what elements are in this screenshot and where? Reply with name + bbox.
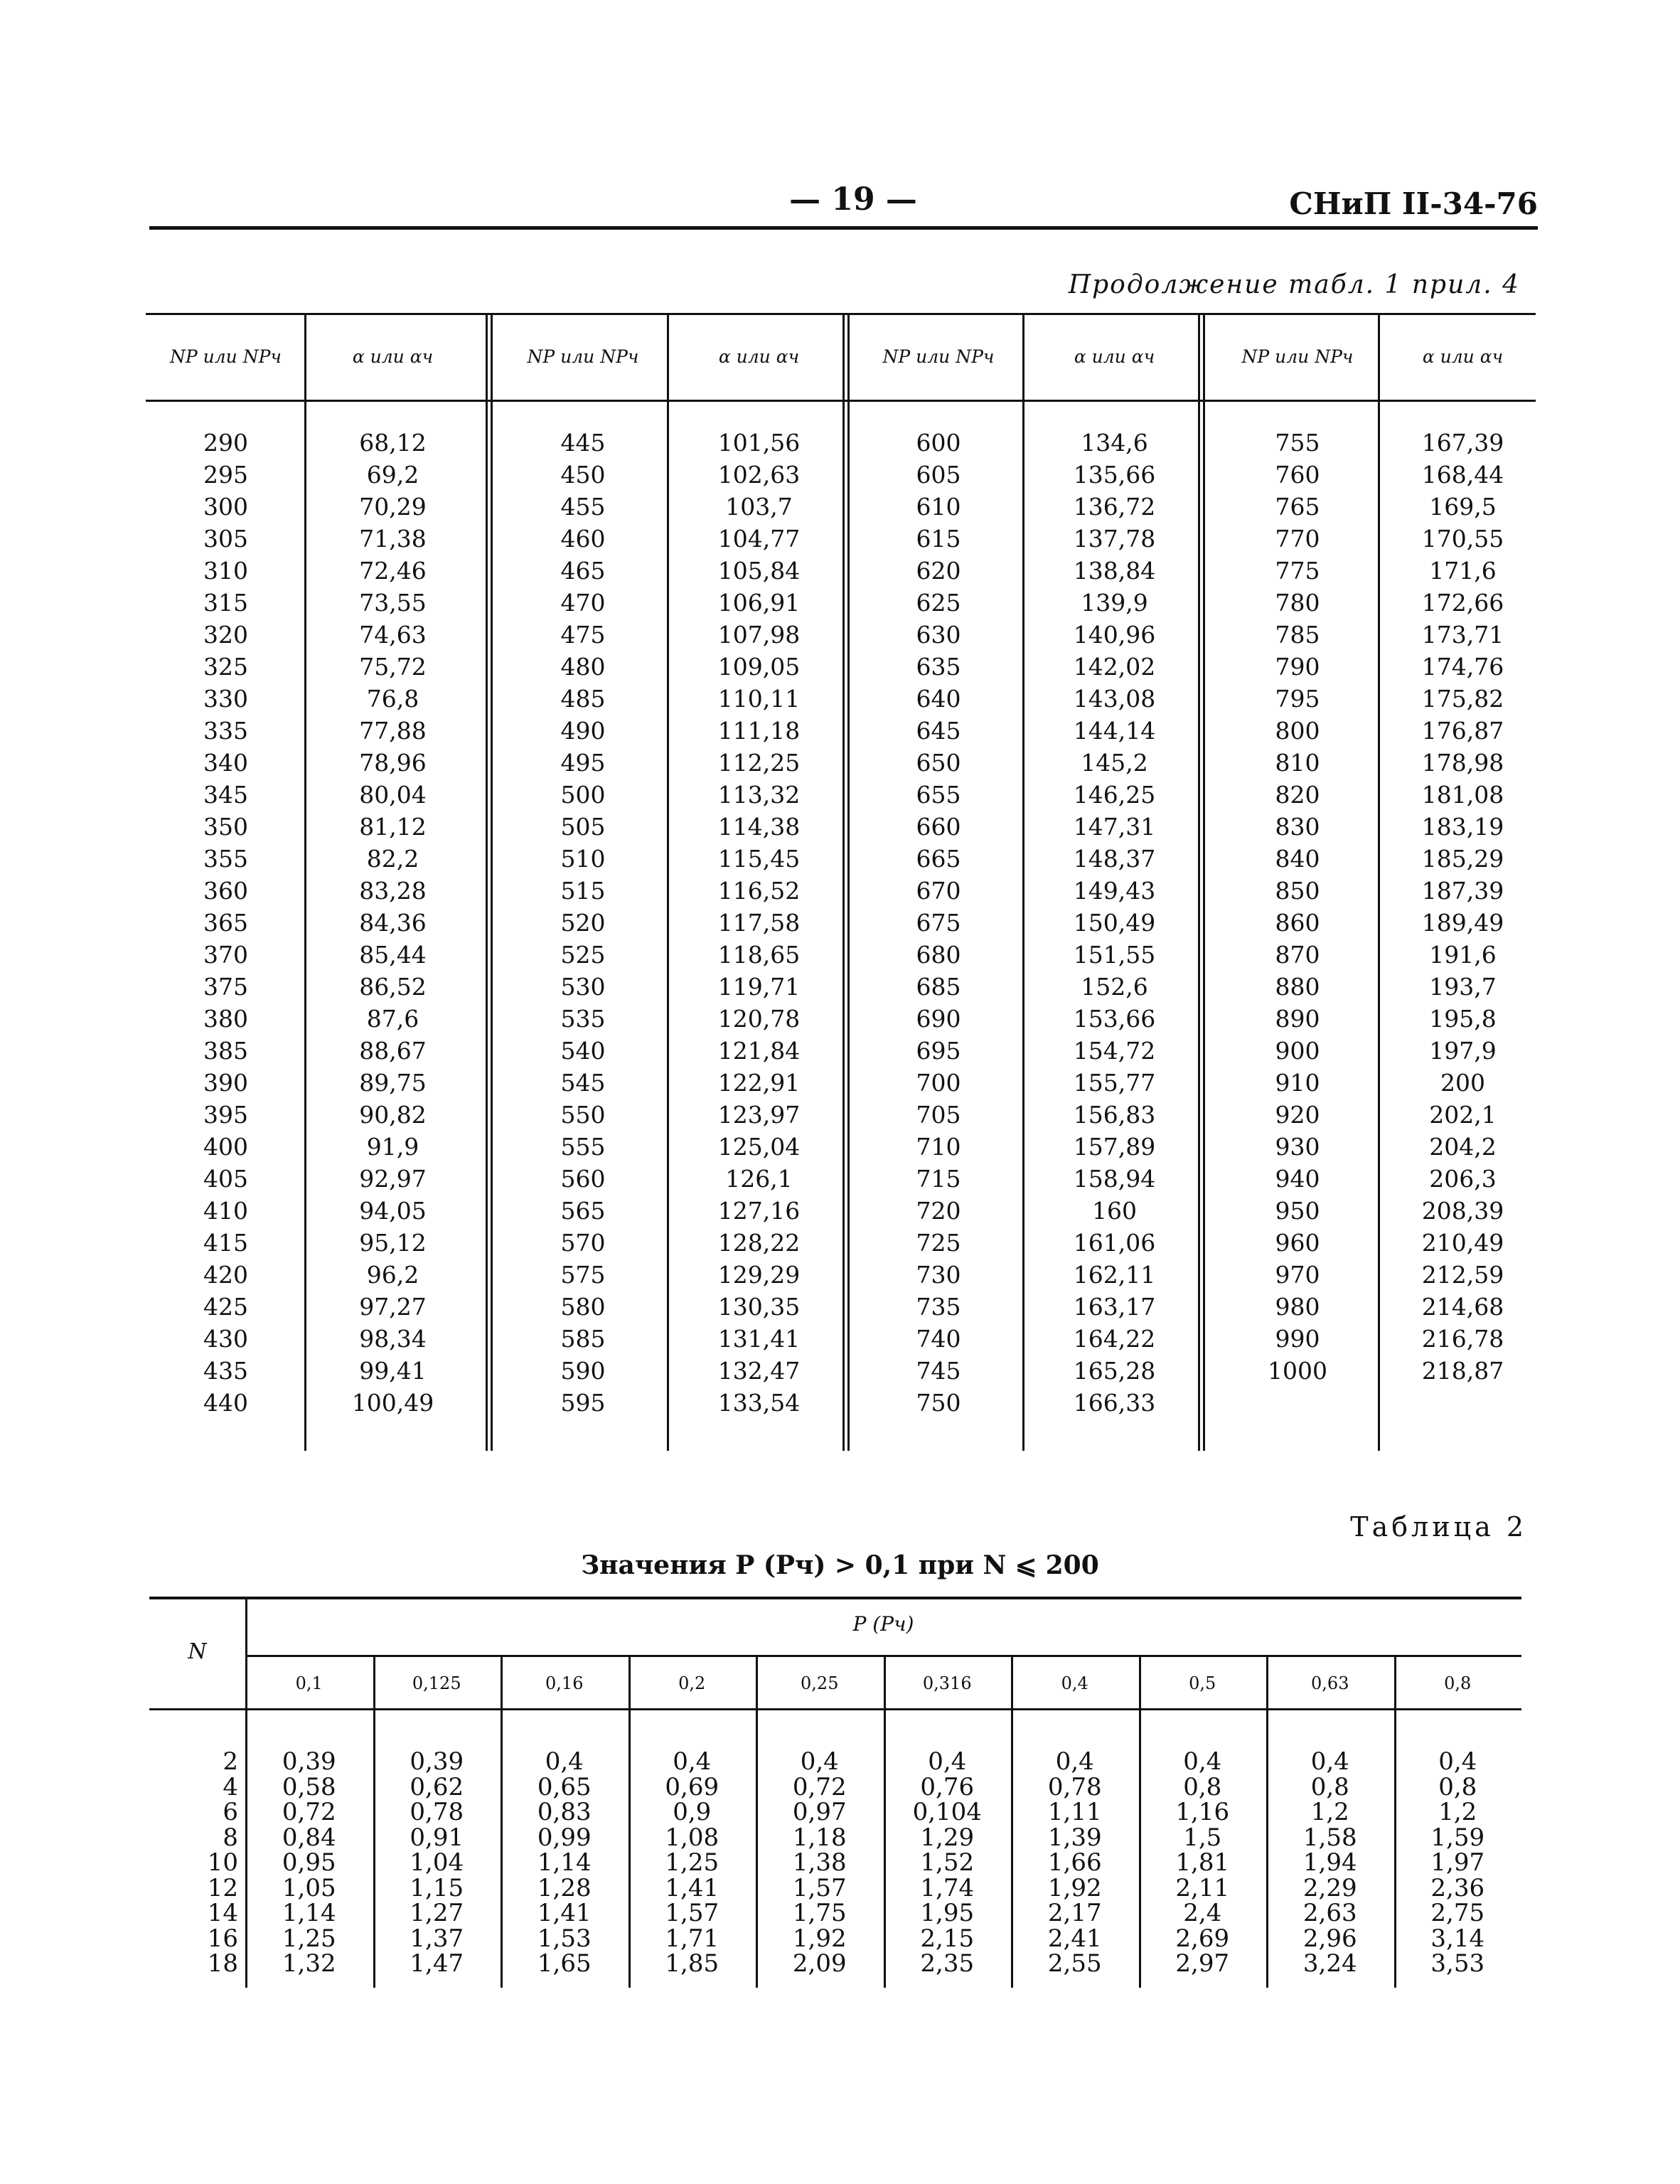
- table-1-header-rule: [146, 400, 1536, 402]
- table-1-column-alpha: 68,12 69,2 70,29 71,38 72,46 73,55 74,63 75,72 76,8 77,88 78,96 80,04 81,12 82,2 83,28 84,36 85,44 86,52 87,6 88,67 89,75 90,82 91,9 92,97 94,05 95,12 96,2 97,27 98,34 99,41 100,49: [351, 429, 434, 1417]
- table-2-header-p-value: 0,125: [412, 1673, 461, 1693]
- table-1-column-n: 755 760 765 770 775 780 785 790 795 800 810 820 830 840 850 860 870 880 890 900 910 920 930 940 950 960 970 980 990 1000: [1268, 429, 1327, 1385]
- table-1-header-alpha: α или αч: [718, 346, 800, 368]
- table-2-column-values: 0,4 0,8 1,2 1,58 1,94 2,29 2,63 2,96 3,24: [1302, 1747, 1357, 1978]
- table-2-caption: Таблица 2: [1350, 1511, 1527, 1543]
- table-2-column-values: 0,4 0,72 0,97 1,18 1,38 1,57 1,75 1,92 2,09: [792, 1747, 847, 1978]
- table-2-header-p-value: 0,63: [1311, 1673, 1349, 1693]
- table-2-column-values: 0,4 0,65 0,83 0,99 1,14 1,28 1,41 1,53 1,65: [537, 1747, 592, 1978]
- table-1-column-separator: [486, 313, 493, 1451]
- table-1-column-n: 445 450 455 460 465 470 475 480 485 490 495 500 505 510 515 520 525 530 535 540 545 550 555 560 565 570 575 580 585 590 595: [560, 429, 606, 1417]
- table-2-column-values: 0,39 0,58 0,72 0,84 0,95 1,05 1,14 1,25 1,32: [282, 1747, 336, 1978]
- table-2-header-p-value: 0,5: [1189, 1673, 1216, 1693]
- table-2-header-n: N: [188, 1639, 207, 1664]
- table-2-header-p-value: 0,8: [1444, 1673, 1472, 1693]
- table-2-top-rule: [149, 1597, 1521, 1599]
- table-1-column-alpha: 167,39 168,44 169,5 170,55 171,6 172,66 173,71 174,76 175,82 176,87 178,98 181,08 183,19 185,29 187,39 189,49 191,6 193,7 195,8 197,9 200 202,1 204,2 206,3 208,39 210,49 212,59 214,68 216,78 218,87: [1421, 429, 1504, 1385]
- table-2-column-values: 0,4 0,78 1,11 1,39 1,66 1,92 2,17 2,41 2,55: [1047, 1747, 1102, 1978]
- table-1-header-n: NP или NPч: [882, 346, 995, 368]
- table-2-header-p-value: 0,4: [1061, 1673, 1088, 1693]
- table-2-column-values: 0,4 0,76 0,104 1,29 1,52 1,74 1,95 2,15 2,35: [912, 1747, 982, 1978]
- table-1-header-n: NP или NPч: [1241, 346, 1354, 368]
- table-1-header-alpha: α или αч: [1074, 346, 1155, 368]
- page-number: — 19 —: [789, 181, 917, 218]
- table-1-column-alpha: 101,56 102,63 103,7 104,77 105,84 106,91 107,98 109,05 110,11 111,18 112,25 113,32 114,38 115,45 116,52 117,58 118,65 119,71 120,78 121,84 122,91 123,97 125,04 126,1 127,16 128,22 129,29 130,35 131,41 132,47 133,54: [717, 429, 801, 1417]
- table-2-column-values: 0,39 0,62 0,78 0,91 1,04 1,15 1,27 1,37 1,47: [410, 1747, 464, 1978]
- table-2-header-p-value: 0,16: [545, 1673, 584, 1693]
- table-2: [149, 1597, 1521, 1988]
- table-2-title: Значения P (Pч) > 0,1 при N ⩽ 200: [581, 1550, 1099, 1580]
- document-code: СНиП II-34-76: [1289, 186, 1538, 221]
- table-2-column-values: 0,4 0,8 1,2 1,59 1,97 2,36 2,75 3,14 3,53: [1430, 1747, 1485, 1978]
- table-2-header-p: P (Pч): [852, 1612, 914, 1636]
- table-1-header-n: NP или NPч: [527, 346, 639, 368]
- table-1-header-alpha: α или αч: [352, 346, 434, 368]
- table-2-header-p-value: 0,25: [801, 1673, 839, 1693]
- table-2-column-values: 0,4 0,8 1,16 1,5 1,81 2,11 2,4 2,69 2,97: [1175, 1747, 1230, 1978]
- table-1-top-rule: [146, 313, 1536, 315]
- table-1-column-n: 290 295 300 305 310 315 320 325 330 335 340 345 350 355 360 365 370 375 380 385 390 395 400 405 410 415 420 425 430 435 440: [203, 429, 248, 1417]
- table-2-header-rule: [149, 1708, 1521, 1710]
- header-rule: [149, 226, 1538, 230]
- table-2-column-n: 2 4 6 8 10 12 14 16 18: [207, 1747, 238, 1978]
- table-2-header-p-value: 0,1: [295, 1673, 323, 1693]
- table-2-header-p-value: 0,316: [922, 1673, 972, 1693]
- table-1-header-alpha: α или αч: [1422, 346, 1504, 368]
- table-1-header-n: NP или NPч: [170, 346, 282, 368]
- table-2-header-p-value: 0,2: [678, 1673, 706, 1693]
- table-2-column-values: 0,4 0,69 0,9 1,08 1,25 1,41 1,57 1,71 1,85: [665, 1747, 719, 1978]
- table-1: [146, 313, 1536, 1451]
- continuation-caption: Продолжение табл. 1 прил. 4: [1068, 270, 1520, 299]
- table-1-column-alpha: 134,6 135,66 136,72 137,78 138,84 139,9 140,96 142,02 143,08 144,14 145,2 146,25 147,31 148,37 149,43 150,49 151,55 152,6 153,66 154,72 155,77 156,83 157,89 158,94 160 161,06 162,11 163,17 164,22 165,28 166,33: [1073, 429, 1156, 1417]
- table-1-column-n: 600 605 610 615 620 625 630 635 640 645 650 655 660 665 670 675 680 685 690 695 700 705 710 715 720 725 730 735 740 745 750: [916, 429, 961, 1417]
